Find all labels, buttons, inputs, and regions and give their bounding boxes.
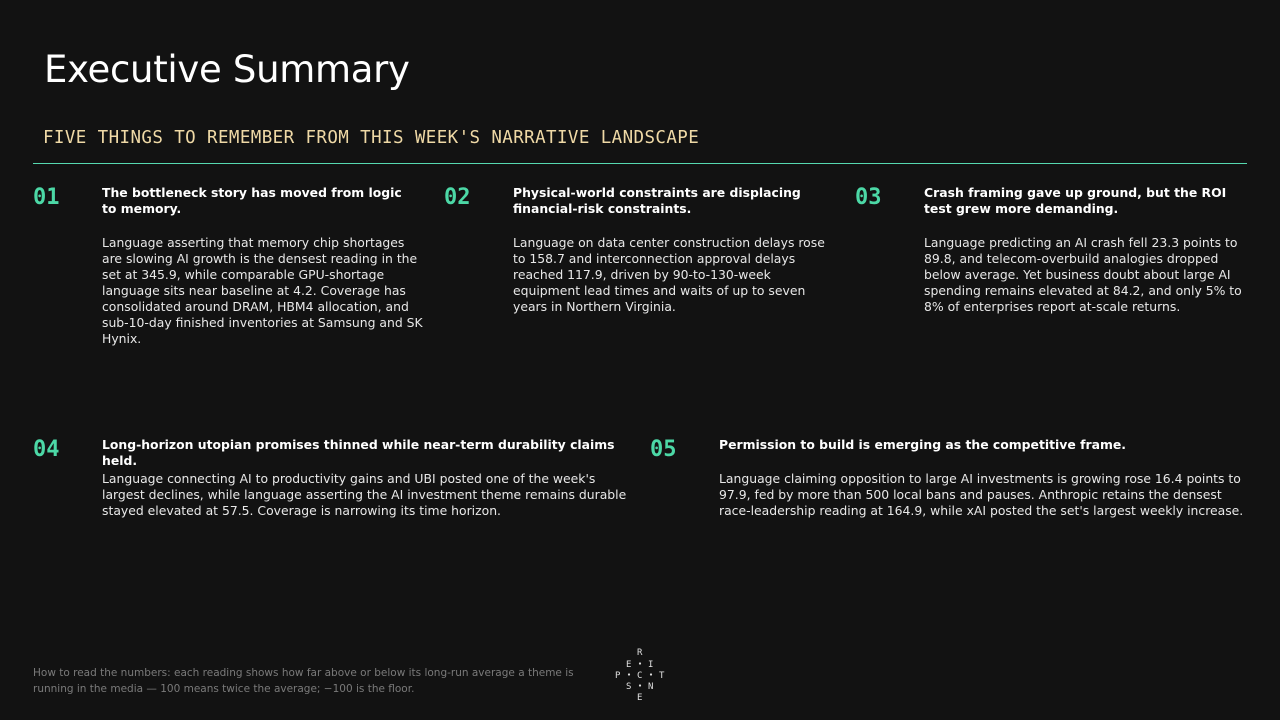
item-heading: The bottleneck story has moved from logic to memory. — [102, 185, 402, 216]
footnote: How to read the numbers: each reading shows how far above or below its long-run average a theme is running in the media — 100 means twice the average; −100 is the floor. — [33, 667, 574, 695]
logo-letter: N — [648, 682, 654, 692]
item-body: Language claiming opposition to large AI investments is growing rose 16.4 points to 97.9, fed by more than 500 local bans and pauses. Anthropic retains the densest race-leadership reading at 164.9, while xAI posted the set's largest weekly increase. — [719, 471, 1244, 518]
logo-letter: E — [626, 660, 632, 670]
summary-item-05 — [650, 437, 1250, 537]
item-body: Language on data center construction delays rose to 158.7 and interconnection approval delays reached 117.9, driven by 90-to-130-week equipment lead times and waits of up to seven years in Northern Virginia. — [513, 235, 825, 314]
item-number: 02 — [444, 185, 471, 210]
item-heading: Long-horizon utopian promises thinned while near-term durability claims held. — [102, 437, 615, 468]
item-number: 04 — [33, 437, 60, 462]
item-number: 05 — [650, 437, 677, 462]
page-subtitle: FIVE THINGS TO REMEMBER FROM THIS WEEK'S NARRATIVE LANDSCAPE — [43, 128, 700, 148]
summary-item-03 — [855, 185, 1245, 345]
logo-letter: S — [626, 682, 632, 692]
item-body: Language predicting an AI crash fell 23.3 points to 89.8, and telecom-overbuild analogies dropped below average. Yet business doubt about large AI spending remains elevated at 84.2, and only 5% to 8% of enterprises report at-scale returns. — [924, 235, 1242, 314]
logo-letter: R — [637, 648, 643, 658]
divider-rule — [33, 163, 1247, 164]
page-title: Executive Summary — [44, 48, 410, 91]
item-heading: Physical-world constraints are displacing financial-risk constraints. — [513, 185, 801, 216]
summary-item-04 — [33, 437, 633, 537]
logo-letter: I — [648, 660, 654, 670]
item-heading: Crash framing gave up ground, but the ROI test grew more demanding. — [924, 185, 1227, 216]
item-heading: Permission to build is emerging as the competitive frame. — [719, 437, 1126, 452]
item-body: Language asserting that memory chip shortages are slowing AI growth is the densest reading in the set at 345.9, while comparable GPU-shortage language sits near baseline at 4.2. Coverage has consolidated around DRAM, HBM4 allocation, and sub-10-day finished inventories at Samsung and SK Hynix. — [102, 235, 423, 346]
summary-item-02 — [444, 185, 834, 345]
item-body: Language connecting AI to productivity gains and UBI posted one of the week's largest declines, while language asserting the AI investment theme remains durable stayed elevated at 57.5. Coverage is narrowing its time horizon. — [102, 471, 627, 518]
item-number: 01 — [33, 185, 60, 210]
presentience-cross-logo-icon — [612, 645, 668, 701]
logo-letter: P — [615, 671, 621, 681]
logo-letter: E — [637, 693, 643, 701]
logo-letter: C — [637, 671, 643, 681]
item-number: 03 — [855, 185, 882, 210]
logo-letter: T — [659, 671, 665, 681]
summary-item-01 — [33, 185, 423, 345]
